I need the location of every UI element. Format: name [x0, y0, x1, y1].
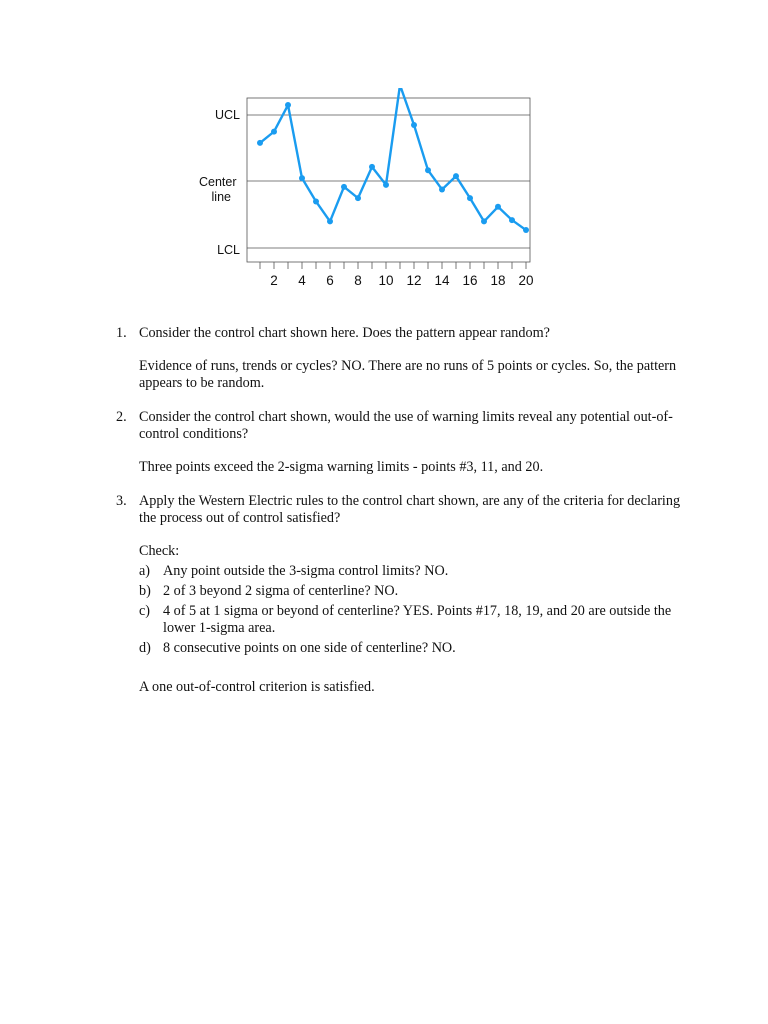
x-tick-label: 8 — [354, 273, 362, 288]
x-axis-tick-labels — [270, 273, 533, 288]
check-item — [139, 603, 681, 637]
data-point — [257, 140, 263, 146]
check-list — [139, 563, 681, 657]
control-chart — [190, 88, 550, 293]
data-point — [467, 195, 473, 201]
question-1 — [116, 325, 681, 392]
data-point — [313, 198, 319, 204]
data-point — [453, 173, 459, 179]
x-tick-label: 6 — [326, 273, 334, 288]
check-text: 8 consecutive points on one side of centerline? NO. — [163, 640, 456, 656]
x-tick-label: 16 — [462, 273, 478, 288]
data-point — [369, 164, 375, 170]
x-axis-ticks — [260, 262, 526, 269]
x-tick-label: 12 — [406, 273, 422, 288]
check-letter: d) — [139, 640, 151, 656]
question-number: 3. — [116, 493, 127, 509]
data-point — [425, 167, 431, 173]
series-line — [260, 88, 526, 230]
question-text: Consider the control chart shown, would the use of warning limits reveal any potential out-of-control conditions? — [139, 409, 673, 442]
question-number: 1. — [116, 325, 127, 341]
check-letter: a) — [139, 563, 151, 579]
data-point — [341, 184, 347, 190]
x-tick-label: 18 — [490, 273, 506, 288]
check-text: Any point outside the 3-sigma control limits? NO. — [163, 563, 449, 579]
center-line-label: Center line — [198, 175, 237, 204]
question-3 — [116, 493, 681, 657]
check-text: 2 of 3 beyond 2 sigma of centerline? NO. — [163, 583, 399, 599]
check-letter: b) — [139, 583, 151, 599]
data-point — [355, 195, 361, 201]
data-point — [523, 227, 529, 233]
answer-text: Three points exceed the 2-sigma warning limits - points #3, 11, and 20. — [139, 459, 544, 475]
check-item — [139, 640, 681, 657]
data-point — [383, 182, 389, 188]
data-point — [481, 218, 487, 224]
conclusion-text: A one out-of-control criterion is satisfied. — [139, 679, 375, 695]
plot-frame — [247, 98, 530, 262]
data-point — [509, 217, 515, 223]
check-item — [139, 583, 681, 600]
question-2 — [116, 409, 681, 476]
ucl-label: UCL — [214, 108, 240, 122]
check-item — [139, 563, 681, 580]
lcl-label: LCL — [217, 243, 240, 257]
x-tick-label: 10 — [378, 273, 394, 288]
check-label: Check: — [139, 543, 180, 559]
data-point — [327, 218, 333, 224]
x-tick-label: 14 — [434, 273, 450, 288]
x-tick-label: 2 — [270, 273, 278, 288]
check-letter: c) — [139, 603, 151, 619]
x-tick-label: 4 — [298, 273, 306, 288]
data-point — [495, 204, 501, 210]
data-point — [285, 102, 291, 108]
question-number: 2. — [116, 409, 127, 425]
answer-text: Evidence of runs, trends or cycles? NO. There are no runs of 5 points or cycles. So, the pattern appears to be random. — [139, 358, 677, 391]
question-text: Apply the Western Electric rules to the control chart shown, are any of the criteria for declaring the process out of control satisfied? — [139, 493, 681, 526]
data-point — [439, 186, 445, 192]
data-point — [299, 175, 305, 181]
check-text: 4 of 5 at 1 sigma or beyond of centerline? YES. Points #17, 18, 19, and 20 are outside the lower 1-sigma area. — [163, 603, 672, 636]
question-text: Consider the control chart shown here. Does the pattern appear random? — [139, 325, 550, 341]
data-point — [271, 129, 277, 135]
x-tick-label: 20 — [518, 273, 534, 288]
data-point — [411, 122, 417, 128]
